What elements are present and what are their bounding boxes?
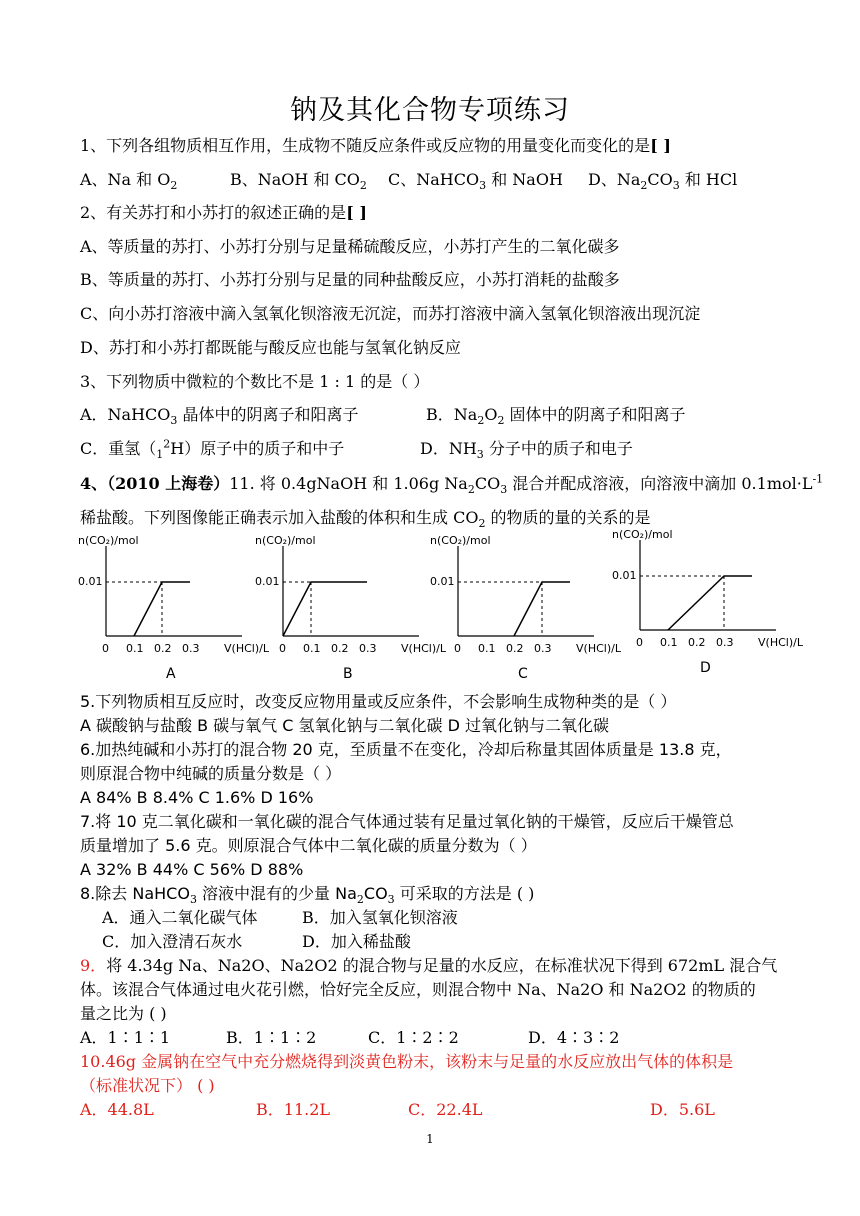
chart-letter: A <box>166 666 176 682</box>
y-axis-label: n(CO₂)/mol <box>78 534 139 547</box>
y-tick-label: 0.01 <box>612 569 637 582</box>
q8-option-d: D．加入稀盐酸 <box>302 932 411 951</box>
x-tick-label: 0 <box>454 642 461 655</box>
q2-option-b: B、等质量的苏打、小苏打分别与足量的同种盐酸反应，小苏打消耗的盐酸多 <box>80 270 620 289</box>
x-tick-label: 0.2 <box>331 642 349 655</box>
y-tick-label: 0.01 <box>78 575 103 588</box>
q2-stem: 2、有关苏打和小苏打的叙述正确的是[ ] <box>80 203 367 222</box>
chart-c <box>430 534 626 688</box>
q10-options <box>80 1100 715 1120</box>
chart-svg <box>430 538 626 688</box>
x-axis-label: V(HCl)/L <box>401 642 446 655</box>
q1-option-b: B、NaOH 和 $CO_2$ <box>230 170 367 193</box>
chart-b <box>255 534 451 688</box>
chart-a <box>78 534 274 688</box>
x-tick-label: 0.3 <box>359 642 377 655</box>
q4-stem-line1: 4、（2010 上海卷）11. 将 0.4gNaOH 和 1.06g $Na_2CO_3$ 混合并配成溶液，向溶液中滴加 $0.1mol\cdot L^{-1}$ <box>80 472 824 497</box>
q7-stem-line2: 质量增加了 5.6 克。则原混合气体中二氧化碳的质量分数为（ ） <box>80 836 537 855</box>
page-title: 钠及其化合物专项练习 <box>290 95 570 126</box>
q10-stem-line1: 10.46g 金属钠在空气中充分燃烧得到淡黄色粉末，该粉末与足量的水反应放出气体的体积是 <box>80 1052 734 1071</box>
x-tick-label: 0 <box>279 642 286 655</box>
q3-option-b: B．$Na_2O_2$ 固体中的阴离子和阳离子 <box>426 405 686 428</box>
q1-option-a: A、Na 和 $O_2$ <box>80 170 178 193</box>
x-tick-label: 0.2 <box>688 636 706 649</box>
q9-options <box>80 1028 619 1048</box>
q3-option-d: D．$NH_3$ 分子中的质子和电子 <box>420 439 633 462</box>
q9-option-d: D．4∶3∶2 <box>528 1028 620 1047</box>
q10-option-d: D．5.6L <box>650 1100 715 1119</box>
x-tick-label: 0.2 <box>506 642 524 655</box>
q1-bracket: [ ] <box>650 136 671 155</box>
chart-svg <box>78 538 274 688</box>
q2-option-a: A、等质量的苏打、小苏打分别与足量稀硫酸反应，小苏打产生的二氧化碳多 <box>80 237 620 256</box>
q7-options: A 32% B 44% C 56% D 88% <box>80 860 304 879</box>
x-tick-label: 0.3 <box>534 642 552 655</box>
q5-stem: 5.下列物质相互反应时，改变反应物用量或反应条件，不会影响生成物种类的是（ ） <box>80 692 677 711</box>
q8-option-b: B．加入氢氧化钡溶液 <box>302 908 458 927</box>
x-tick-label: 0.1 <box>303 642 321 655</box>
q9-stem-line2: 体。该混合气体通过电火花引燃，恰好完全反应，则混合物中 Na、Na2O 和 Na2O2 的物质的 <box>80 980 756 999</box>
q9-stem-line1: 9．将 4.34g Na、Na2O、Na2O2 的混合物与足量的水反应，在标准状况下得到 672mL 混合气 <box>80 956 778 975</box>
chart-d <box>612 528 808 682</box>
q10-option-a: A．44.8L <box>80 1100 154 1119</box>
q8-stem: 8.除去 NaHCO$_3$ 溶液中混有的少量 $Na_2CO_3$ 可采取的方法是 ( ) <box>80 884 535 907</box>
y-axis-label: n(CO₂)/mol <box>255 534 316 547</box>
q8-options-cd <box>102 932 411 952</box>
q8-option-c: C．加入澄清石灰水 <box>102 932 243 951</box>
q9-option-c: C．1∶2∶2 <box>368 1028 459 1047</box>
q1-option-c: C、NaHCO$_3$ 和 NaOH <box>388 170 563 193</box>
q3-option-c: C．重氢$(_1^2H)$原子中的质子和中子 <box>80 437 345 462</box>
data-line <box>668 576 752 630</box>
q10-stem-line2: （标准状况下） ( ) <box>80 1076 215 1095</box>
q2-option-d: D、苏打和小苏打都既能与酸反应也能与氢氧化钠反应 <box>80 338 461 357</box>
q1-option-d: D、$Na_2CO_3$ 和 HCl <box>588 170 738 193</box>
page-number: 1 <box>426 1132 434 1146</box>
q7-stem-line1: 7.将 10 克二氧化碳和一氧化碳的混合气体通过装有足量过氧化钠的干燥管，反应后干燥管总 <box>80 812 734 831</box>
chart-svg <box>255 538 451 688</box>
q3-stem: 3、下列物质中微粒的个数比不是 1 : 1 的是（ ） <box>80 372 430 391</box>
q1-stem: 1、下列各组物质相互作用，生成物不随反应条件或反应物的用量变化而变化的是[ ] <box>80 136 671 155</box>
x-tick-label: 0 <box>636 636 643 649</box>
q6-stem-line1: 6.加热纯碱和小苏打的混合物 20 克，至质量不在变化，冷却后称量其固体质量是 13.8 克， <box>80 740 732 759</box>
chart-letter: B <box>343 666 353 682</box>
x-tick-label: 0.3 <box>716 636 734 649</box>
x-tick-label: 0.3 <box>182 642 200 655</box>
q9-option-b: B．1∶1∶2 <box>226 1028 317 1047</box>
q10-option-b: B．11.2L <box>256 1100 331 1119</box>
x-tick-label: 0.1 <box>660 636 678 649</box>
chart-letter: D <box>700 660 711 676</box>
q6-stem-line2: 则原混合物中纯碱的质量分数是（ ） <box>80 764 342 783</box>
q8-option-a: A．通入二氧化碳气体 <box>102 908 258 927</box>
data-line <box>283 582 367 636</box>
q3-option-a: A．NaHCO$_3$ 晶体中的阴离子和阳离子 <box>80 405 359 428</box>
q2-bracket: [ ] <box>346 203 367 222</box>
x-axis-label: V(HCl)/L <box>758 636 803 649</box>
y-axis-label: n(CO₂)/mol <box>612 528 673 541</box>
q3-options-ab <box>80 405 686 428</box>
q9-option-a: A．1∶1∶1 <box>80 1028 171 1047</box>
chart-letter: C <box>518 666 528 682</box>
y-tick-label: 0.01 <box>430 575 455 588</box>
y-tick-label: 0.01 <box>255 575 280 588</box>
q6-options: A 84% B 8.4% C 1.6% D 16% <box>80 788 314 807</box>
y-axis-label: n(CO₂)/mol <box>430 534 491 547</box>
x-tick-label: 0.1 <box>478 642 496 655</box>
q8-options-ab <box>102 908 458 928</box>
q1-options <box>80 170 738 193</box>
x-axis-label: V(HCl)/L <box>576 642 621 655</box>
q5-options: A 碳酸钠与盐酸 B 碳与氧气 C 氢氧化钠与二氧化碳 D 过氧化钠与二氧化碳 <box>80 716 610 735</box>
q4-stem-line2: 稀盐酸。下列图像能正确表示加入盐酸的体积和生成 $CO_2$ 的物质的量的关系的是 <box>80 508 651 531</box>
q3-options-cd <box>80 437 633 462</box>
x-tick-label: 0 <box>102 642 109 655</box>
x-tick-label: 0.1 <box>126 642 144 655</box>
x-axis-label: V(HCl)/L <box>224 642 269 655</box>
x-tick-label: 0.2 <box>154 642 172 655</box>
q2-option-c: C、向小苏打溶液中滴入氢氧化钡溶液无沉淀，而苏打溶液中滴入氢氧化钡溶液出现沉淀 <box>80 304 701 323</box>
q9-stem-line3: 量之比为 ( ) <box>80 1004 167 1023</box>
q10-option-c: C．22.4L <box>408 1100 483 1119</box>
q4-source: （2010 上海卷） <box>107 474 230 493</box>
